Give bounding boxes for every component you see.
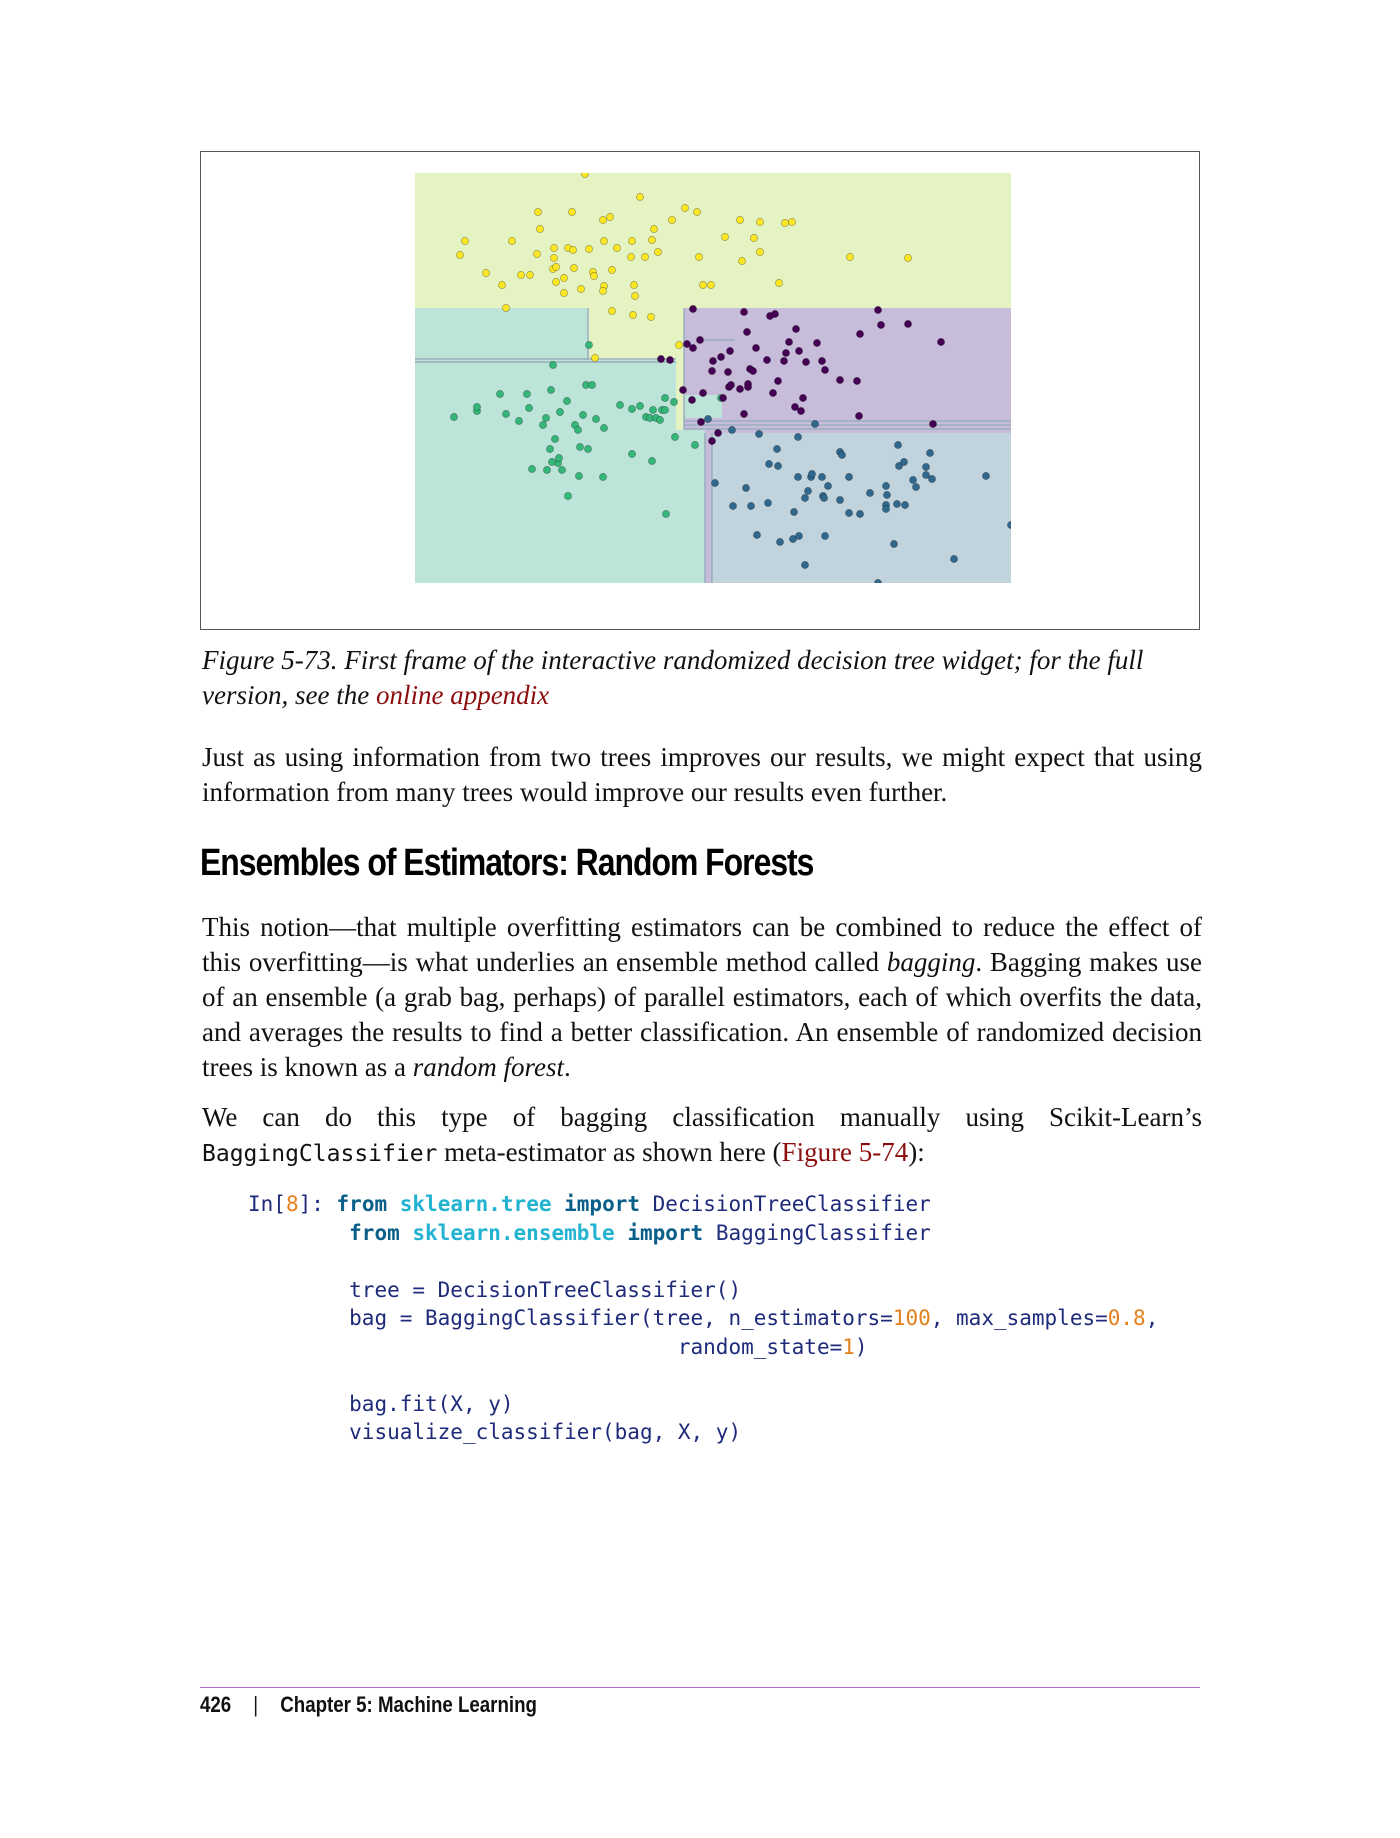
data-point-class-0 [937, 338, 944, 345]
data-point-class-3 [570, 264, 577, 271]
data-point-class-3 [560, 289, 567, 296]
data-point-class-2 [515, 417, 522, 424]
data-point-class-3 [526, 271, 533, 278]
data-point-class-3 [721, 233, 728, 240]
data-point-class-1 [742, 484, 749, 491]
data-point-class-0 [780, 357, 787, 364]
data-point-class-3 [608, 266, 615, 273]
chapter-title: Chapter 5: Machine Learning [280, 1692, 537, 1717]
data-point-class-0 [743, 328, 750, 335]
data-point-class-0 [821, 366, 828, 373]
data-point-class-2 [496, 390, 503, 397]
data-point-class-2 [648, 457, 655, 464]
data-point-class-2 [599, 473, 606, 480]
decision-region-class-2 [415, 308, 588, 360]
data-point-class-3 [536, 225, 543, 232]
data-point-class-3 [600, 237, 607, 244]
data-point-class-3 [904, 254, 911, 261]
data-point-class-3 [781, 219, 788, 226]
data-point-class-0 [696, 336, 703, 343]
data-point-class-2 [574, 426, 581, 433]
data-point-class-2 [556, 408, 563, 415]
data-point-class-2 [473, 403, 480, 410]
data-point-class-3 [629, 311, 636, 318]
data-point-class-3 [647, 313, 654, 320]
data-point-class-3 [550, 254, 557, 261]
decision-region-class-0 [684, 308, 1011, 418]
data-point-class-3 [591, 354, 598, 361]
data-point-class-3 [636, 193, 643, 200]
data-point-class-3 [681, 204, 688, 211]
data-point-class-3 [550, 244, 557, 251]
data-point-class-0 [799, 394, 806, 401]
figure-caption [202, 643, 1202, 713]
data-point-class-2 [563, 397, 570, 404]
data-point-class-3 [590, 272, 597, 279]
data-point-class-3 [707, 281, 714, 288]
data-point-class-2 [523, 390, 530, 397]
data-point-class-3 [599, 287, 606, 294]
data-point-class-2 [539, 421, 546, 428]
data-point-class-2 [584, 445, 591, 452]
data-point-class-3 [675, 341, 682, 348]
footer-rule [200, 1687, 1200, 1688]
data-point-class-0 [795, 347, 802, 354]
data-point-class-0 [708, 367, 715, 374]
data-point-class-1 [755, 430, 762, 437]
term-bagging: bagging [886, 947, 976, 977]
data-point-class-2 [628, 405, 635, 412]
data-point-class-2 [600, 424, 607, 431]
data-point-class-2 [450, 413, 457, 420]
data-point-class-3 [568, 208, 575, 215]
data-point-class-1 [808, 470, 815, 477]
data-point-class-3 [533, 250, 540, 257]
prompt: In[ [248, 1192, 286, 1216]
data-point-class-1 [804, 487, 811, 494]
caption-text: Figure 5-73. First frame of the interactive randomized decision tree widget; for the full version, see the [202, 645, 1144, 710]
data-point-class-2 [636, 402, 643, 409]
data-point-class-0 [657, 355, 664, 362]
data-point-class-1 [950, 555, 957, 562]
code-block [248, 1190, 1158, 1447]
data-point-class-1 [926, 449, 933, 456]
data-point-class-2 [546, 445, 553, 452]
data-point-class-0 [726, 347, 733, 354]
data-point-class-2 [558, 466, 565, 473]
data-point-class-0 [818, 357, 825, 364]
data-point-class-1 [801, 561, 808, 568]
data-point-class-2 [528, 465, 535, 472]
data-point-class-1 [820, 494, 827, 501]
data-point-class-1 [845, 473, 852, 480]
text: . [563, 1052, 571, 1082]
data-point-class-2 [592, 415, 599, 422]
section-heading: Ensembles of Estimators: Random Forests [200, 842, 814, 884]
data-point-class-0 [708, 437, 715, 444]
data-point-class-1 [753, 531, 760, 538]
data-point-class-1 [794, 473, 801, 480]
data-point-class-0 [874, 306, 881, 313]
data-point-class-0 [769, 389, 776, 396]
data-point-class-0 [724, 368, 731, 375]
keyword: import [627, 1220, 704, 1245]
data-point-class-1 [900, 458, 907, 465]
data-point-class-2 [691, 441, 698, 448]
data-point-class-0 [689, 344, 696, 351]
data-point-class-0 [802, 358, 809, 365]
number: 100 [892, 1306, 931, 1330]
data-point-class-0 [666, 356, 673, 363]
data-point-class-3 [608, 307, 615, 314]
data-point-class-0 [744, 380, 751, 387]
data-point-class-2 [543, 466, 550, 473]
data-point-class-3 [599, 216, 606, 223]
data-point-class-2 [670, 398, 677, 405]
data-point-class-0 [714, 429, 721, 436]
page-footer [200, 1692, 537, 1718]
data-point-class-2 [548, 458, 555, 465]
data-point-class-0 [877, 321, 884, 328]
data-point-class-2 [547, 386, 554, 393]
data-point-class-0 [752, 344, 759, 351]
data-point-class-1 [912, 483, 919, 490]
data-point-class-0 [709, 357, 716, 364]
scatter-chart [415, 173, 1011, 583]
data-point-class-2 [661, 394, 668, 401]
data-point-class-2 [576, 443, 583, 450]
data-point-class-3 [585, 245, 592, 252]
data-point-class-0 [740, 308, 747, 315]
data-point-class-0 [736, 385, 743, 392]
data-point-class-3 [738, 257, 745, 264]
data-point-class-2 [661, 406, 668, 413]
data-point-class-3 [461, 237, 468, 244]
data-point-class-3 [606, 213, 613, 220]
data-point-class-1 [882, 482, 889, 489]
data-point-class-0 [689, 305, 696, 312]
number: 0.8 [1107, 1306, 1146, 1330]
data-point-class-1 [790, 508, 797, 515]
data-point-class-1 [982, 472, 989, 479]
text: meta-estimator as shown here ( [437, 1137, 782, 1167]
data-point-class-1 [704, 415, 711, 422]
data-point-class-3 [581, 173, 588, 178]
data-point-class-2 [555, 454, 562, 461]
decision-region-class-0 [705, 433, 712, 583]
data-point-class-0 [749, 367, 756, 374]
data-point-class-3 [456, 251, 463, 258]
data-point-class-3 [750, 234, 757, 241]
data-point-class-1 [836, 496, 843, 503]
data-point-class-3 [641, 253, 648, 260]
data-point-class-1 [901, 501, 908, 508]
data-point-class-3 [775, 279, 782, 286]
data-point-class-3 [788, 218, 795, 225]
figure-5-74-link[interactable]: Figure 5-74 [781, 1137, 909, 1167]
data-point-class-2 [502, 410, 509, 417]
data-point-class-1 [824, 482, 831, 489]
paragraph-bagging [202, 910, 1202, 1085]
paragraph-intro: Just as using information from two trees improves our results, we might expect that using information from many trees would improve our results even further. [202, 742, 1202, 807]
data-point-class-0 [904, 320, 911, 327]
text: ): [908, 1137, 925, 1167]
data-point-class-3 [736, 216, 743, 223]
number: 1 [842, 1334, 855, 1359]
data-point-class-1 [774, 462, 781, 469]
data-point-class-0 [785, 338, 792, 345]
data-point-class-2 [671, 433, 678, 440]
data-point-class-0 [719, 394, 726, 401]
data-point-class-1 [818, 473, 825, 480]
data-point-class-3 [502, 304, 509, 311]
text: . Bagging makes use of an ensemble (a grab bag, perhaps) of parallel estimators, each of which overfits the data, and averages the results to find a better classification. An ensemble of randomized decision trees is known as a [202, 947, 1202, 1082]
data-point-class-0 [688, 396, 695, 403]
keyword: from [349, 1220, 400, 1245]
data-point-class-3 [846, 253, 853, 260]
module: sklearn.ensemble [412, 1220, 615, 1245]
code-line: bag = BaggingClassifier(tree, n_estimators= [349, 1306, 893, 1330]
inline-code-baggingclassifier: BaggingClassifier [202, 1141, 438, 1167]
data-point-class-0 [853, 377, 860, 384]
decision-boundary-plot [415, 173, 1011, 583]
data-point-class-1 [890, 540, 897, 547]
data-point-class-0 [717, 353, 724, 360]
data-point-class-3 [628, 237, 635, 244]
data-point-class-3 [630, 281, 637, 288]
footer-separator: | [253, 1692, 259, 1717]
data-point-class-3 [517, 271, 524, 278]
data-point-class-3 [577, 285, 584, 292]
data-point-class-2 [662, 510, 669, 517]
data-point-class-2 [585, 341, 592, 348]
code-line: tree = DecisionTreeClassifier() [349, 1277, 742, 1302]
term-random-forest: random forest [412, 1052, 564, 1082]
data-point-class-3 [569, 246, 576, 253]
data-point-class-0 [792, 325, 799, 332]
data-point-class-0 [836, 376, 843, 383]
data-point-class-2 [656, 416, 663, 423]
code-line: ) [854, 1334, 868, 1359]
code-line: random_state= [677, 1334, 843, 1359]
data-point-class-1 [711, 479, 718, 486]
data-point-class-1 [801, 494, 808, 501]
decision-region-class-2 [676, 430, 705, 583]
data-point-class-1 [883, 491, 890, 498]
paragraph-manual-bagging [202, 1100, 1202, 1172]
data-point-class-0 [929, 420, 936, 427]
data-point-class-3 [695, 253, 702, 260]
data-point-class-3 [627, 253, 634, 260]
data-point-class-2 [551, 435, 558, 442]
data-point-class-0 [813, 339, 820, 346]
data-point-class-2 [588, 381, 595, 388]
code-line: , max_samples= [930, 1306, 1108, 1330]
data-point-class-1 [795, 532, 802, 539]
data-point-class-3 [552, 263, 559, 270]
data-point-class-0 [679, 386, 686, 393]
data-point-class-2 [549, 361, 556, 368]
data-point-class-1 [856, 510, 863, 517]
data-point-class-3 [648, 236, 655, 243]
data-point-class-1 [909, 476, 916, 483]
data-point-class-0 [856, 330, 863, 337]
data-point-class-1 [794, 433, 801, 440]
identifier: BaggingClassifier [715, 1220, 931, 1245]
data-point-class-1 [811, 420, 818, 427]
data-point-class-0 [697, 418, 704, 425]
data-point-class-2 [649, 406, 656, 413]
decision-region-class-1 [712, 433, 1011, 583]
module: sklearn.tree [399, 1192, 552, 1216]
data-point-class-1 [922, 471, 929, 478]
data-point-class-3 [699, 281, 706, 288]
data-point-class-1 [866, 489, 873, 496]
data-point-class-3 [482, 269, 489, 276]
page-number: 426 [200, 1692, 232, 1717]
data-point-class-0 [855, 412, 862, 419]
data-point-class-1 [776, 538, 783, 545]
data-point-class-2 [579, 411, 586, 418]
data-point-class-2 [564, 492, 571, 499]
decision-region-class-3 [676, 360, 684, 430]
data-point-class-2 [542, 414, 549, 421]
data-point-class-1 [882, 505, 889, 512]
data-point-class-2 [575, 472, 582, 479]
data-point-class-1 [894, 441, 901, 448]
data-point-class-1 [821, 532, 828, 539]
data-point-class-1 [922, 463, 929, 470]
data-point-class-3 [693, 208, 700, 215]
online-appendix-link[interactable]: online appendix [375, 680, 550, 710]
data-point-class-3 [756, 218, 763, 225]
text: We can do this type of bagging classification manually using Scikit-Learn’s [202, 1102, 1202, 1132]
code-line: bag.fit(X, y) [349, 1391, 514, 1416]
data-point-class-1 [764, 499, 771, 506]
data-point-class-0 [797, 407, 804, 414]
data-point-class-3 [654, 248, 661, 255]
data-point-class-0 [782, 349, 789, 356]
text: This notion—that multiple overfitting estimators can be combined to reduce the effect of this overfitting—is what underlies an ensemble method called [202, 912, 1202, 977]
code-line: , [1145, 1306, 1159, 1330]
data-point-class-0 [727, 381, 734, 388]
data-point-class-2 [628, 450, 635, 457]
prompt: ]: [298, 1192, 337, 1216]
code-line: visualize_classifier(bag, X, y) [349, 1420, 742, 1444]
data-point-class-1 [838, 451, 845, 458]
data-point-class-0 [699, 389, 706, 396]
data-point-class-1 [728, 426, 735, 433]
data-point-class-3 [534, 208, 541, 215]
data-point-class-1 [893, 500, 900, 507]
data-point-class-3 [668, 216, 675, 223]
data-point-class-1 [747, 502, 754, 509]
data-point-class-0 [740, 410, 747, 417]
data-point-class-3 [498, 281, 505, 288]
data-point-class-3 [552, 278, 559, 285]
data-point-class-3 [560, 274, 567, 281]
data-point-class-0 [774, 377, 781, 384]
keyword: import [564, 1192, 640, 1216]
data-point-class-1 [845, 509, 852, 516]
data-point-class-3 [756, 248, 763, 255]
data-point-class-3 [650, 225, 657, 232]
keyword: from [336, 1192, 388, 1216]
data-point-class-2 [525, 404, 532, 411]
data-point-class-3 [613, 244, 620, 251]
data-point-class-2 [616, 401, 623, 408]
data-point-class-1 [773, 445, 780, 452]
data-point-class-0 [771, 310, 778, 317]
data-point-class-1 [765, 460, 772, 467]
data-point-class-1 [729, 502, 736, 509]
data-point-class-3 [631, 292, 638, 299]
prompt-number: 8 [285, 1192, 299, 1216]
data-point-class-3 [508, 237, 515, 244]
identifier: DecisionTreeClassifier [652, 1192, 931, 1216]
data-point-class-0 [763, 356, 770, 363]
